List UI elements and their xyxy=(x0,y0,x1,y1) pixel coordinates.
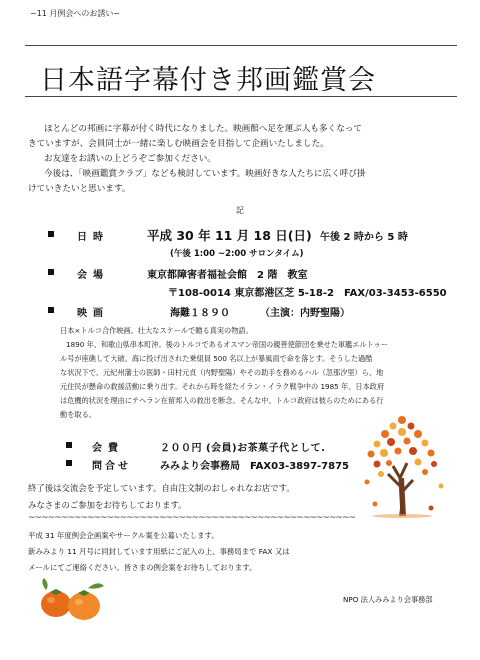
movie-cast: （主演：内野聖陽） xyxy=(260,308,350,319)
intro-line-2: きていますが、会員同士が一緒に楽しむ映画会を目指して企画いたしました。 xyxy=(28,139,329,149)
persimmon-illustration xyxy=(38,576,108,624)
wave-divider: ~~~~~~~~~~~~~~~~~~~~~~~~~~~~~~~~~~~~~~~~~~~~~~~~~~ xyxy=(28,513,356,523)
description-line-1: 日本×トルコ合作映画。壮大なスケールで贈る真実の物語。 xyxy=(60,326,253,335)
venue-value: 東京都障害者福祉会館 2 階 教室 xyxy=(147,270,308,281)
movie-label: 映画 xyxy=(77,308,109,319)
description-line-6: は危機的状況を理由にテヘラン在留邦人の救出を断念。そんな中、トルコ政府は彼らのためにある行 xyxy=(60,396,384,405)
description-line-3: ル号が座礁して大破。海に投げ出された乗組員 500 名以上が暴風雨で命を落とす。そうした過酷 xyxy=(60,354,373,363)
contact-label: 問合せ xyxy=(92,461,131,472)
organization-name: NPO 法人みみより会事務部 xyxy=(343,595,433,604)
date-value: 平成 30 年 11 月 18 日(日) xyxy=(147,228,312,243)
bullet-square xyxy=(48,307,54,313)
notice-line-3: メールにてご連絡ください。皆さまの例会案をお待ちしております。 xyxy=(28,563,257,572)
time-value: 午後 2 時から 5 時 xyxy=(320,232,408,243)
bullet-square xyxy=(48,269,54,275)
closing-line-2: みなさまのご参加をお待ちしております。 xyxy=(28,500,187,510)
intro-line-5: けていきたいと思います。 xyxy=(28,184,131,194)
intro-line-3: お友達をお誘いの上どうぞご参加ください。 xyxy=(44,154,216,164)
movie-title: 海難１８９０ xyxy=(170,308,230,319)
venue-address: 〒108-0014 東京都港区芝 5-18-2 FAX/03-3453-6550 xyxy=(168,288,447,299)
description-line-7: 動を取る。 xyxy=(60,410,96,419)
description-line-2: 1890 年、和歌山県串本町沖。後のトルコであるオスマン帝国の親善使節団を乗せた軍艦エルトゥー xyxy=(66,340,389,349)
autumn-tree-illustration xyxy=(355,408,450,518)
ki-mark: 記 xyxy=(236,206,244,215)
closing-line-1: 終了後は交流会を予定しています。自由注文制のおしゃれなお店です。 xyxy=(28,483,295,493)
intro-line-1: ほとんどの邦画に字幕が付く時代になりました。映画館へ足を運ぶ人も多くなって xyxy=(44,124,362,134)
notice-line-2: 新みみより 11 月号に同封しています用紙にご記入の上、事務局まで FAX 又は xyxy=(28,547,290,556)
notice-line-1: 平成 31 年度例会企画案やサークル案を公募いたします。 xyxy=(28,531,219,540)
description-line-4: な状況下で、元紀州藩士の医師・田村元貞（内野聖陽）やその助手を務めるハル（忽那汐里）ら、地 xyxy=(60,368,384,377)
fee-label: 会費 xyxy=(92,443,124,454)
bullet-square xyxy=(48,231,54,237)
bullet-square xyxy=(66,442,72,448)
fee-value: ２００円 (会員)お茶菓子代として. xyxy=(160,443,326,454)
header-note: ~11 月例会へのお誘い~ xyxy=(30,9,121,18)
contact-value: みみより会事務局 FAX03-3897-7875 xyxy=(160,461,350,472)
intro-line-4: 今後は、「映画鑑賞クラブ」なども検討しています。映画好きな人たちに広く呼び掛 xyxy=(44,169,366,179)
date-label: 日時 xyxy=(77,232,109,243)
salon-time: (午後 1:00 ~2:00 サロンタイム) xyxy=(170,249,304,259)
venue-label: 会場 xyxy=(77,270,109,281)
description-line-5: 元住民が懸命の救援活動に乗り出す。それから時を経たイラン・イラク戦争中の 1985 年、日本政府 xyxy=(60,382,385,391)
page-title: 日本語字幕付き邦画鑑賞会 xyxy=(40,65,376,96)
bullet-square xyxy=(66,460,72,466)
